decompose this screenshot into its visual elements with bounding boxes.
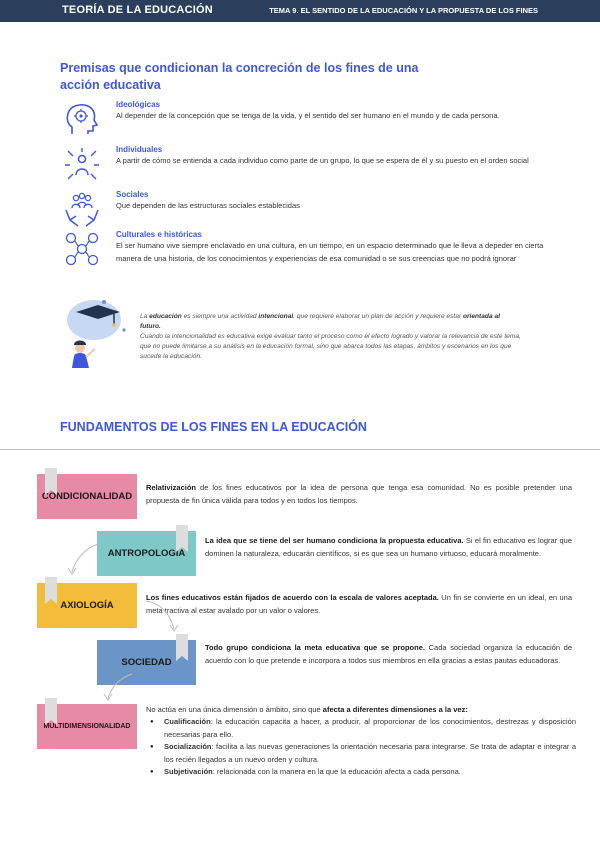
topic-title: TEMA 9. EL SENTIDO DE LA EDUCACIÓN Y LA PROPUESTA DE LOS FINES	[269, 6, 538, 15]
fundamento-text-multidimensionalidad: No actúa en una única dimensión o ámbito, sino que afecta a diferentes dimensiones a la vez:	[146, 705, 468, 714]
connector-arrow	[60, 540, 104, 580]
culture-network-icon	[62, 230, 102, 270]
page-header	[0, 0, 600, 22]
fundamento-band-multidimensionalidad: MULTIDIMENSIONALIDAD	[37, 704, 137, 749]
intentionality-note	[140, 312, 522, 362]
premisa-name: Sociales	[116, 190, 149, 199]
fundamento-text-axiologia: Los fines educativos están fijados de acuerdo con la escala de valores aceptada. Un fin se convierte en un ideal, en una meta tractiva al estar avalado por un valor o valores.	[146, 593, 572, 615]
fundamento-text-antropologia: La idea que se tiene del ser humano condiciona la propuesta educativa. Si el fin educativo es lograr que dominen la naturaleza, educarán científicos, si es que sea un humano virtuoso, educará moralmente.	[205, 536, 573, 558]
individual-burst-icon	[62, 145, 102, 185]
fundamento-band-sociedad: SOCIEDAD	[97, 640, 196, 685]
bookmark-tab	[176, 634, 188, 656]
bookmark-tab	[45, 698, 57, 720]
list-item: ● Cualificación: la educación capacita a hacer, a producir, al proporcionar de los conocimientos, destrezas y disposición necesarias para ello.	[146, 716, 576, 741]
list-item: ● Subjetivación: relacionada con la manera en la que la educación afecta a cada persona.	[146, 766, 576, 779]
fundamentos-title: FUNDAMENTOS DE LOS FINES EN LA EDUCACIÓN	[60, 420, 367, 434]
bookmark-tab	[45, 468, 57, 490]
bookmark-tab	[176, 525, 188, 547]
connector-arrow	[92, 670, 136, 706]
fundamento-band-antropologia: ANTROPOLOGÍA	[97, 531, 196, 576]
section-divider	[0, 449, 600, 450]
graduation-illustration	[62, 296, 132, 368]
premisa-desc: A partir de cómo se entienda a cada individuo como parte de un grupo, lo que se espera de él y su puesto en el orden social	[116, 156, 529, 165]
premisa-desc: El ser humano vive siempre enclavado en una cultura, en un tiempo, en un espacio determinado que le lleva a depeder en cierta manera de una historia, de los conocimientos y experiencias de esa comunidad o se sus creencias que no podrá ignorar	[116, 241, 544, 263]
premisas-title: Premisas que condicionan la concreción de los fines de una acción educativa	[60, 61, 419, 92]
fundamento-band-condicionalidad: CONDICIONALIDAD	[37, 474, 137, 519]
note-paragraph-1: La educación es siempre una actividad intencional, que requiere elaborar un plan de acción y requiere estar orientada al futuro.	[140, 313, 500, 330]
premisa-name: Culturales e históricas	[116, 230, 202, 239]
note-paragraph-2: Cuando la intencionalidad es educativa exige evaluar tanto el proceso como el efecto logrado y valorar la relevancia de este tema, que no puede limitarse a su análisis en la educación formal, sino que abarca todos las etapas, ámbitos y escenarios en los que sucede la educación.	[140, 333, 521, 360]
dimensions-list	[146, 716, 576, 779]
course-title: TEORÍA DE LA EDUCACIÓN	[62, 4, 213, 16]
connector-arrow	[142, 597, 186, 637]
fundamento-band-axiologia: AXIOLOGÍA	[37, 583, 137, 628]
fundamento-text-condicionalidad: Relativización de los fines educativos por la idea de persona que tenga esa comunidad. No es posible pretender una propuesta de fin única válida para todos y en todos los tiempos.	[146, 483, 572, 505]
bookmark-tab	[45, 577, 57, 599]
group-hands-icon	[62, 190, 102, 230]
list-item: ● Socialización: facilita a las nuevas generaciones la orientación necesaria para integrarse. Se trata de adaptar e integrar a los recién llegados a un nuevo orden y cultura.	[146, 741, 576, 766]
premisa-desc: Al depender de la concepción que se tenga de la vida, y el sentido del ser humano en el mundo y de cada persona.	[116, 111, 500, 120]
premisa-desc: Que dependen de las estructuras sociales establecidas	[116, 201, 300, 210]
head-mind-icon	[62, 100, 102, 140]
premisa-name: Individuales	[116, 145, 163, 154]
fundamento-text-sociedad: Todo grupo condiciona la meta educativa que se propone. Cada sociedad organiza la educación de acuerdo con lo que pretende e incorpora a todos sus miembros en ella gracias a estas pautas educadoras.	[205, 643, 572, 665]
premisa-name: Ideológicas	[116, 100, 161, 109]
